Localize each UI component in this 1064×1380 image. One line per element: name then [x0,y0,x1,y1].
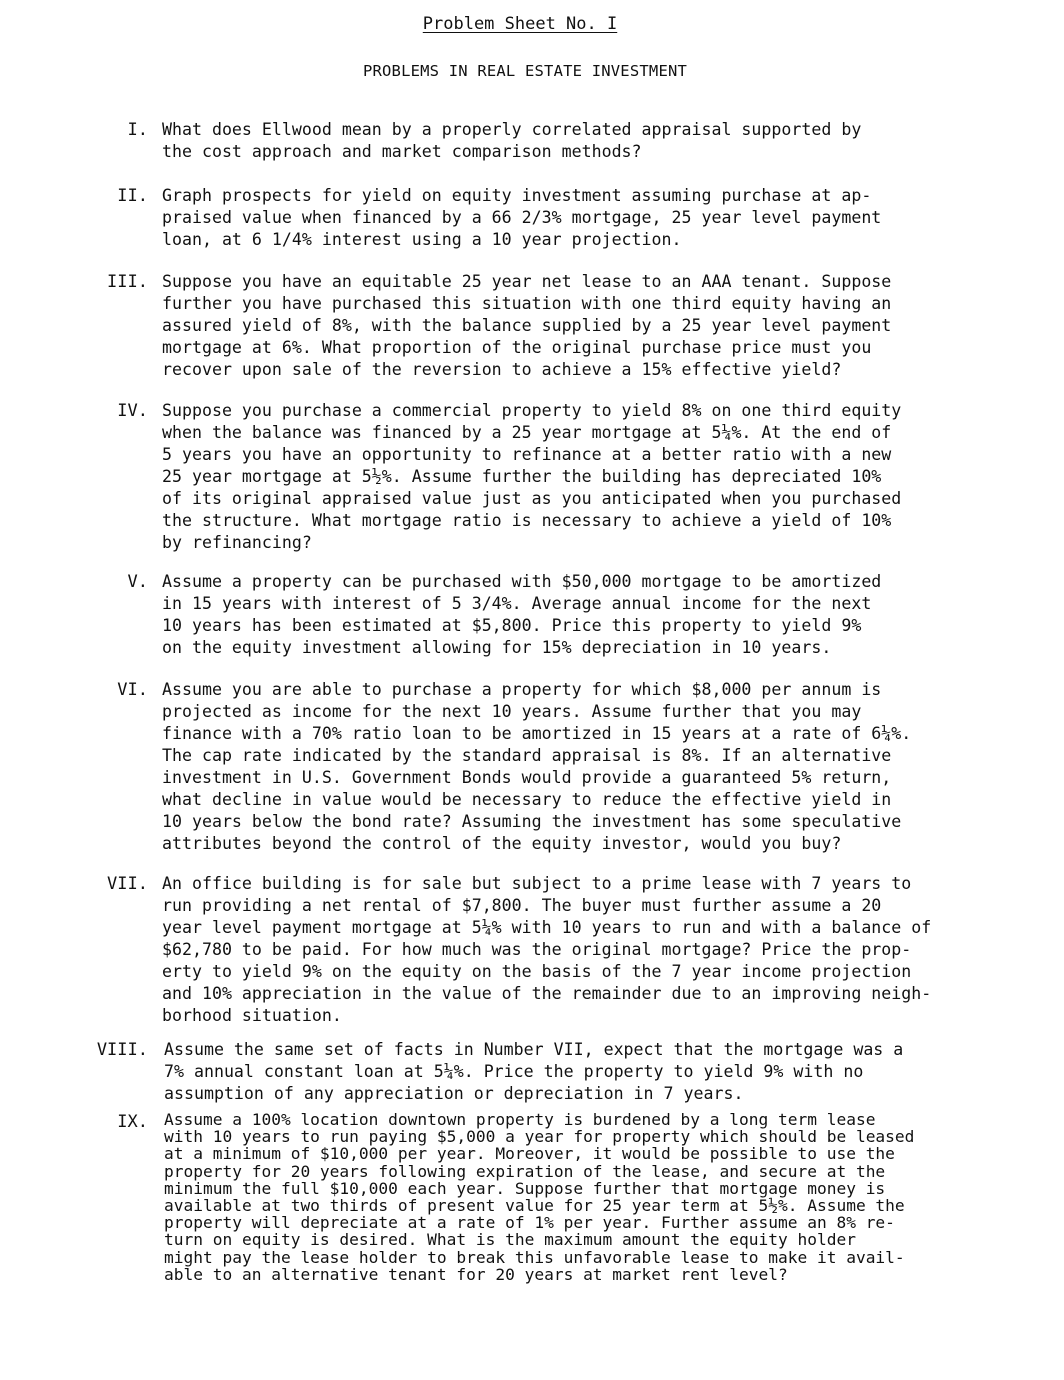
sheet-title [0,14,1040,34]
problem-text: Assume the same set of facts in Number VII, expect that the mortgage was a 7% annual constant loan at 5¼%. Price the property to yield 9% with no assumption of any appreciation or depreciation in 7 years. [164,1040,904,1103]
problem-text: What does Ellwood mean by a properly correlated appraisal supported by the cost approach and market comparison methods? [162,120,862,161]
problem-text: An office building is for sale but subject to a prime lease with 7 years to run providing a net rental of $7,800. The buyer must further assume a 20 year level payment mortgage at 5¼% with 10 years to run and with a balance of $62,780 to be paid. For how much was the original mortgage? Price the prop- erty to yield 9% on the equity on the basis of the 7 year income projection and 10% appreciation in the value of the remainder due to an improving neigh- borhood situation. [162,874,932,1025]
problem-number: VII. [107,874,148,894]
problem-text: Assume a property can be purchased with $50,000 mortgage to be amortized in 15 years with interest of 5 3/4%. Average annual income for the next 10 years has been estimated at $5,800. Price this property to yield 9% on the equity investment allowing for 15% depreciation in 10 years. [162,572,882,657]
page-heading: PROBLEMS IN REAL ESTATE INVESTMENT [362,62,688,80]
problem-number: III. [107,272,148,292]
problem-number: V. [127,572,148,592]
problem-number: IV. [117,401,148,421]
sheet-title-text: Problem Sheet No. I [422,14,618,34]
problem-number: II. [117,186,148,206]
problem-text: Suppose you have an equitable 25 year net lease to an AAA tenant. Suppose further you have purchased this situation with one third equity having an assured yield of 8%, with the balance supplied by a 25 year level payment mortgage at 6%. What proportion of the original purchase price must you recover upon sale of the reversion to achieve a 15% effective yield? [162,272,892,379]
problem-text: Assume you are able to purchase a property for which $8,000 per annum is projected as income for the next 10 years. Assume further that you may finance with a 70% ratio loan to be amortized in 15 years at a rate of 6¼%. The cap rate indicated by the standard appraisal is 8%. If an alternative investment in U.S. Government Bonds would provide a guaranteed 5% return, what decline in value would be necessary to reduce the effective yield in 10 years below the bond rate? Assuming the investment has some speculative attributes beyond the control of the equity investor, would you buy? [162,680,912,853]
problem-text: Graph prospects for yield on equity investment assuming purchase at ap- praised value when financed by a 66 2/3% mortgage, 25 year level payment loan, at 6 1/4% interest using a 10 year projection. [162,186,882,249]
problem-text: Suppose you purchase a commercial property to yield 8% on one third equity when the balance was financed by a 25 year mortgage at 5¼%. At the end of 5 years you have an opportunity to refinance at a better ratio with a new 25 year mortgage at 5½%. Assume further the building has depreciated 10% of its original appraised value just as you anticipated when you purchased the structure. What mortgage ratio is necessary to achieve a yield of 10% by refinancing? [162,401,902,552]
problem-number: IX. [117,1112,148,1132]
problem-number: I. [127,120,148,140]
problem-number: VI. [117,680,148,700]
problem-text: Assume a 100% location downtown property is burdened by a long term lease with 10 years to run paying $5,000 a year for property which should be leased at a minimum of $10,000 per year. Moreover, it would be possible to use the property for 20 years following expiration of the lease, and secure at the minimum the full $10,000 each year. Suppose further that mortgage money is available at two thirds of present value for 25 year term at 5½%. Assume the property will depreciate at a rate of 1% per year. Further assume an 8% re- turn on equity is desired. What is the maximum amount the equity holder might pay the lease holder to break this unfavorable lease to make it avail- able to an alternative tenant for 20 years at market rent level? [164,1110,915,1284]
problem-number: VIII. [96,1040,148,1060]
